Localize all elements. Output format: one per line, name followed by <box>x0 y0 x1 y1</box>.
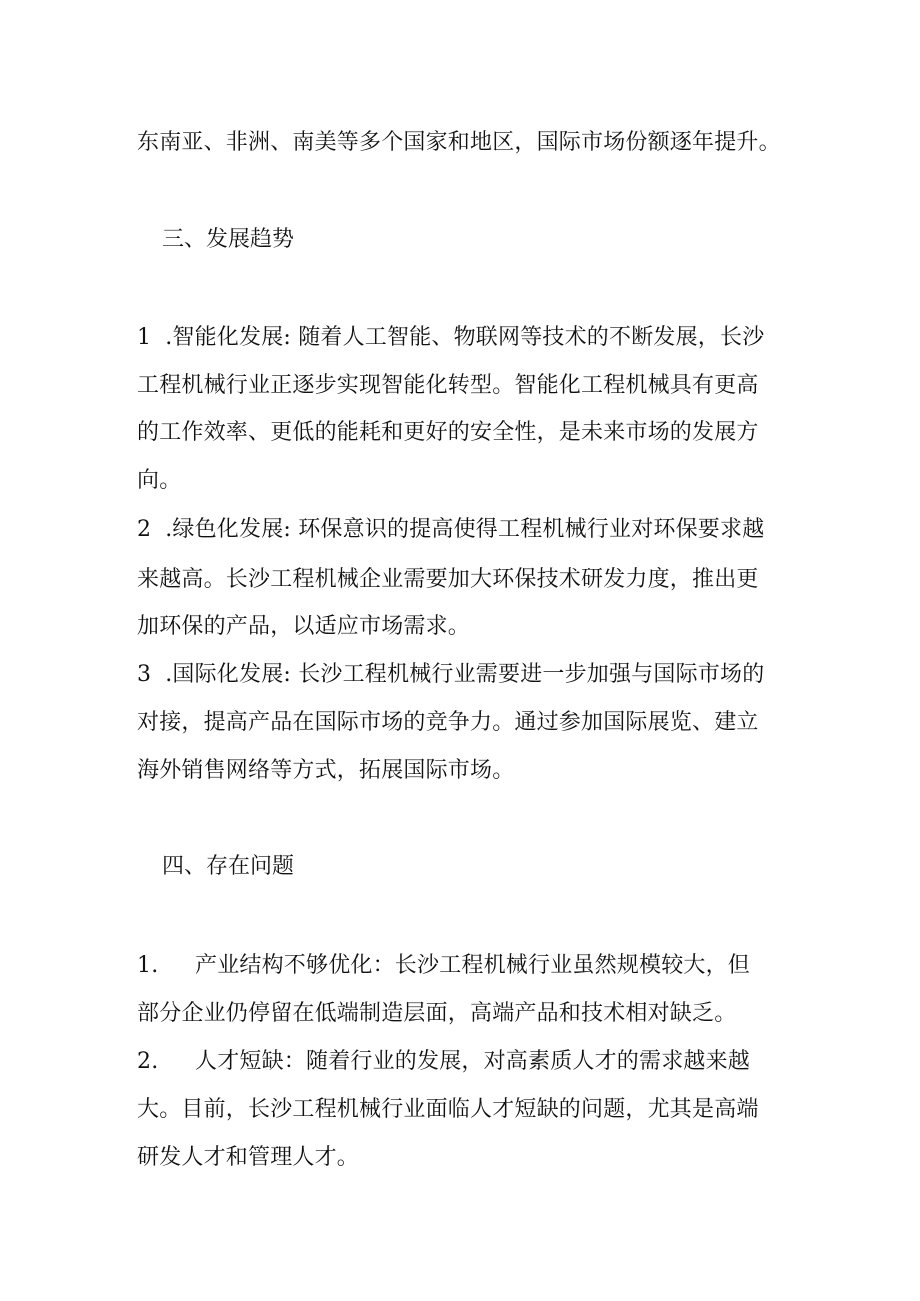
list-text: 产业结构不够优化：长沙工程机械行业虽然规模较大，但 <box>195 953 751 978</box>
list-item-3-1-line-4: 向。 <box>137 468 182 493</box>
list-item-3-2-line-1 <box>137 515 764 545</box>
list-text: .智能化发展: 随着人工智能、物联网等技术的不断发展，长沙 <box>165 325 765 350</box>
list-number: 2. <box>137 1049 159 1074</box>
list-item-4-2-line-3: 研发人才和管理人才。 <box>137 1145 360 1170</box>
list-item-3-1-line-1 <box>137 323 764 353</box>
list-item-4-2-line-1 <box>137 1047 750 1077</box>
list-number: 1 <box>137 325 152 350</box>
list-text: .绿色化发展: 环保意识的提高使得工程机械行业对环保要求越 <box>165 517 765 542</box>
section-heading-4: 四、存在问题 <box>162 854 295 879</box>
list-text: 人才短缺：随着行业的发展，对高素质人才的需求越来越 <box>195 1049 751 1074</box>
paragraph-continuation: 东南亚、非洲、南美等多个国家和地区，国际市场份额逐年提升。 <box>137 130 781 155</box>
list-item-3-1-line-3: 的工作效率、更低的能耗和更好的安全性，是未来市场的发展方 <box>137 420 759 445</box>
list-number: 2 <box>137 517 152 542</box>
list-number: 1. <box>137 953 159 978</box>
list-item-3-3-line-1 <box>137 660 764 690</box>
list-item-3-2-line-2: 来越高。长沙工程机械企业需要加大环保技术研发力度，推出更 <box>137 567 759 592</box>
list-item-3-2-line-3: 加环保的产品，以适应市场需求。 <box>137 614 471 639</box>
list-text: .国际化发展: 长沙工程机械行业需要进一步加强与国际市场的 <box>165 662 765 687</box>
list-item-4-1-line-2: 部分企业仍停留在低端制造层面，高端产品和技术相对缺乏。 <box>137 1001 737 1026</box>
list-item-4-2-line-2: 大。目前，长沙工程机械行业面临人才短缺的问题，尤其是高端 <box>137 1097 759 1122</box>
list-item-3-1-line-2: 工程机械行业正逐步实现智能化转型。智能化工程机械具有更高 <box>137 373 759 398</box>
list-item-3-3-line-2: 对接，提高产品在国际市场的竞争力。通过参加国际展览、建立 <box>137 710 759 735</box>
list-item-3-3-line-3: 海外销售网络等方式，拓展国际市场。 <box>137 758 515 783</box>
list-number: 3 <box>137 662 152 687</box>
section-heading-3: 三、发展趋势 <box>162 227 295 252</box>
list-item-4-1-line-1 <box>137 951 750 981</box>
